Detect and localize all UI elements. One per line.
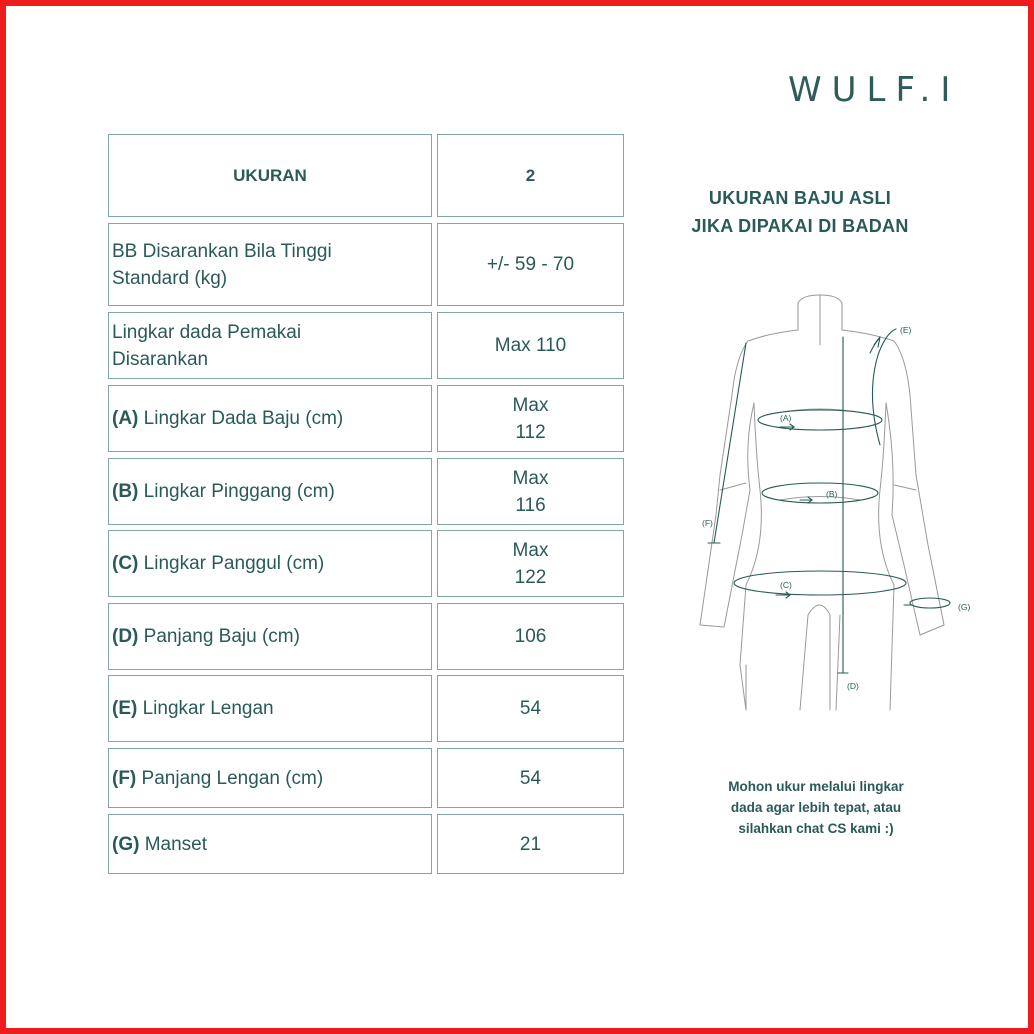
row-value-line: Max — [512, 394, 549, 416]
table-row-value — [437, 748, 624, 808]
header-size-value: 2 — [437, 134, 624, 217]
row-label-line: Lingkar Dada Baju (cm) — [138, 408, 344, 429]
table-row-label — [108, 385, 432, 452]
table-row-label — [108, 603, 432, 670]
table-row-label — [108, 530, 432, 597]
table-row-label — [108, 814, 432, 874]
marker-c-label: (C) — [780, 580, 792, 590]
row-value-line: 112 — [515, 421, 546, 443]
measurement-guides — [708, 329, 950, 673]
body-measurement-illustration — [680, 285, 980, 715]
marker-f-label: (F) — [702, 518, 713, 528]
row-label-line: Manset — [139, 833, 208, 855]
row-label-line: Lingkar Lengan — [137, 698, 274, 719]
row-code: (E) — [112, 698, 138, 719]
row-value-line: +/- 59 - 70 — [486, 254, 575, 275]
marker-d-label: (D) — [847, 681, 859, 691]
row-value-line: 54 — [519, 767, 542, 789]
table-row-label — [108, 312, 432, 379]
table-row-label — [108, 748, 432, 808]
marker-g-label: (G) — [958, 602, 971, 612]
row-label-line: Standard (kg) — [112, 267, 228, 289]
guide-title-line: UKURAN BAJU ASLI — [708, 188, 892, 208]
row-value-line: 106 — [514, 626, 547, 647]
marker-b-label: (B) — [826, 489, 838, 499]
row-value-line: 54 — [519, 698, 542, 719]
guide-title — [650, 184, 950, 240]
header-size-label: UKURAN — [108, 134, 432, 217]
marker-a-label: (A) — [780, 413, 792, 423]
note-line: Mohon ukur melalui lingkar — [728, 779, 904, 794]
table-row-value — [437, 814, 624, 874]
table-row-value — [437, 603, 624, 670]
note-line: dada agar lebih tepat, atau — [730, 800, 902, 815]
row-value-line: Max 110 — [494, 335, 567, 356]
row-label-line: Panjang Baju (cm) — [138, 626, 300, 647]
guide-title-line: JIKA DIPAKAI DI BADAN — [691, 216, 909, 236]
row-label-line: Lingkar dada Pemakai — [112, 321, 302, 343]
row-label-line: Panjang Lengan (cm) — [136, 767, 324, 789]
row-code: (G) — [112, 833, 140, 855]
table-row-label — [108, 675, 432, 742]
row-code: (B) — [112, 481, 139, 502]
row-value-line: 122 — [514, 566, 547, 588]
row-label-line: Disarankan — [112, 348, 209, 370]
row-label-line: Lingkar Pinggang (cm) — [138, 481, 335, 502]
row-value-line: Max — [512, 467, 549, 489]
row-code: (F) — [112, 767, 137, 789]
row-label-line: Lingkar Panggul (cm) — [138, 553, 325, 574]
table-row-label — [108, 223, 432, 306]
row-value-line: 116 — [515, 494, 546, 516]
row-code: (C) — [112, 553, 139, 574]
table-row-value — [437, 312, 624, 379]
table-row-value — [437, 385, 624, 452]
row-value-line: Max — [512, 539, 549, 561]
note-line: silahkan chat CS kami :) — [738, 821, 894, 836]
measurement-note — [690, 776, 942, 839]
marker-e-label: (E) — [900, 325, 912, 335]
row-code: (D) — [112, 626, 139, 647]
table-row-value — [437, 223, 624, 306]
table-row-label — [108, 458, 432, 525]
table-row-value — [437, 675, 624, 742]
table-row-value — [437, 458, 624, 525]
row-code: (A) — [112, 408, 139, 429]
brand-logo: WULF.I — [788, 70, 961, 110]
row-value-line: 21 — [519, 833, 542, 855]
row-label-line: BB Disarankan Bila Tinggi — [112, 240, 332, 262]
table-row-value — [437, 530, 624, 597]
